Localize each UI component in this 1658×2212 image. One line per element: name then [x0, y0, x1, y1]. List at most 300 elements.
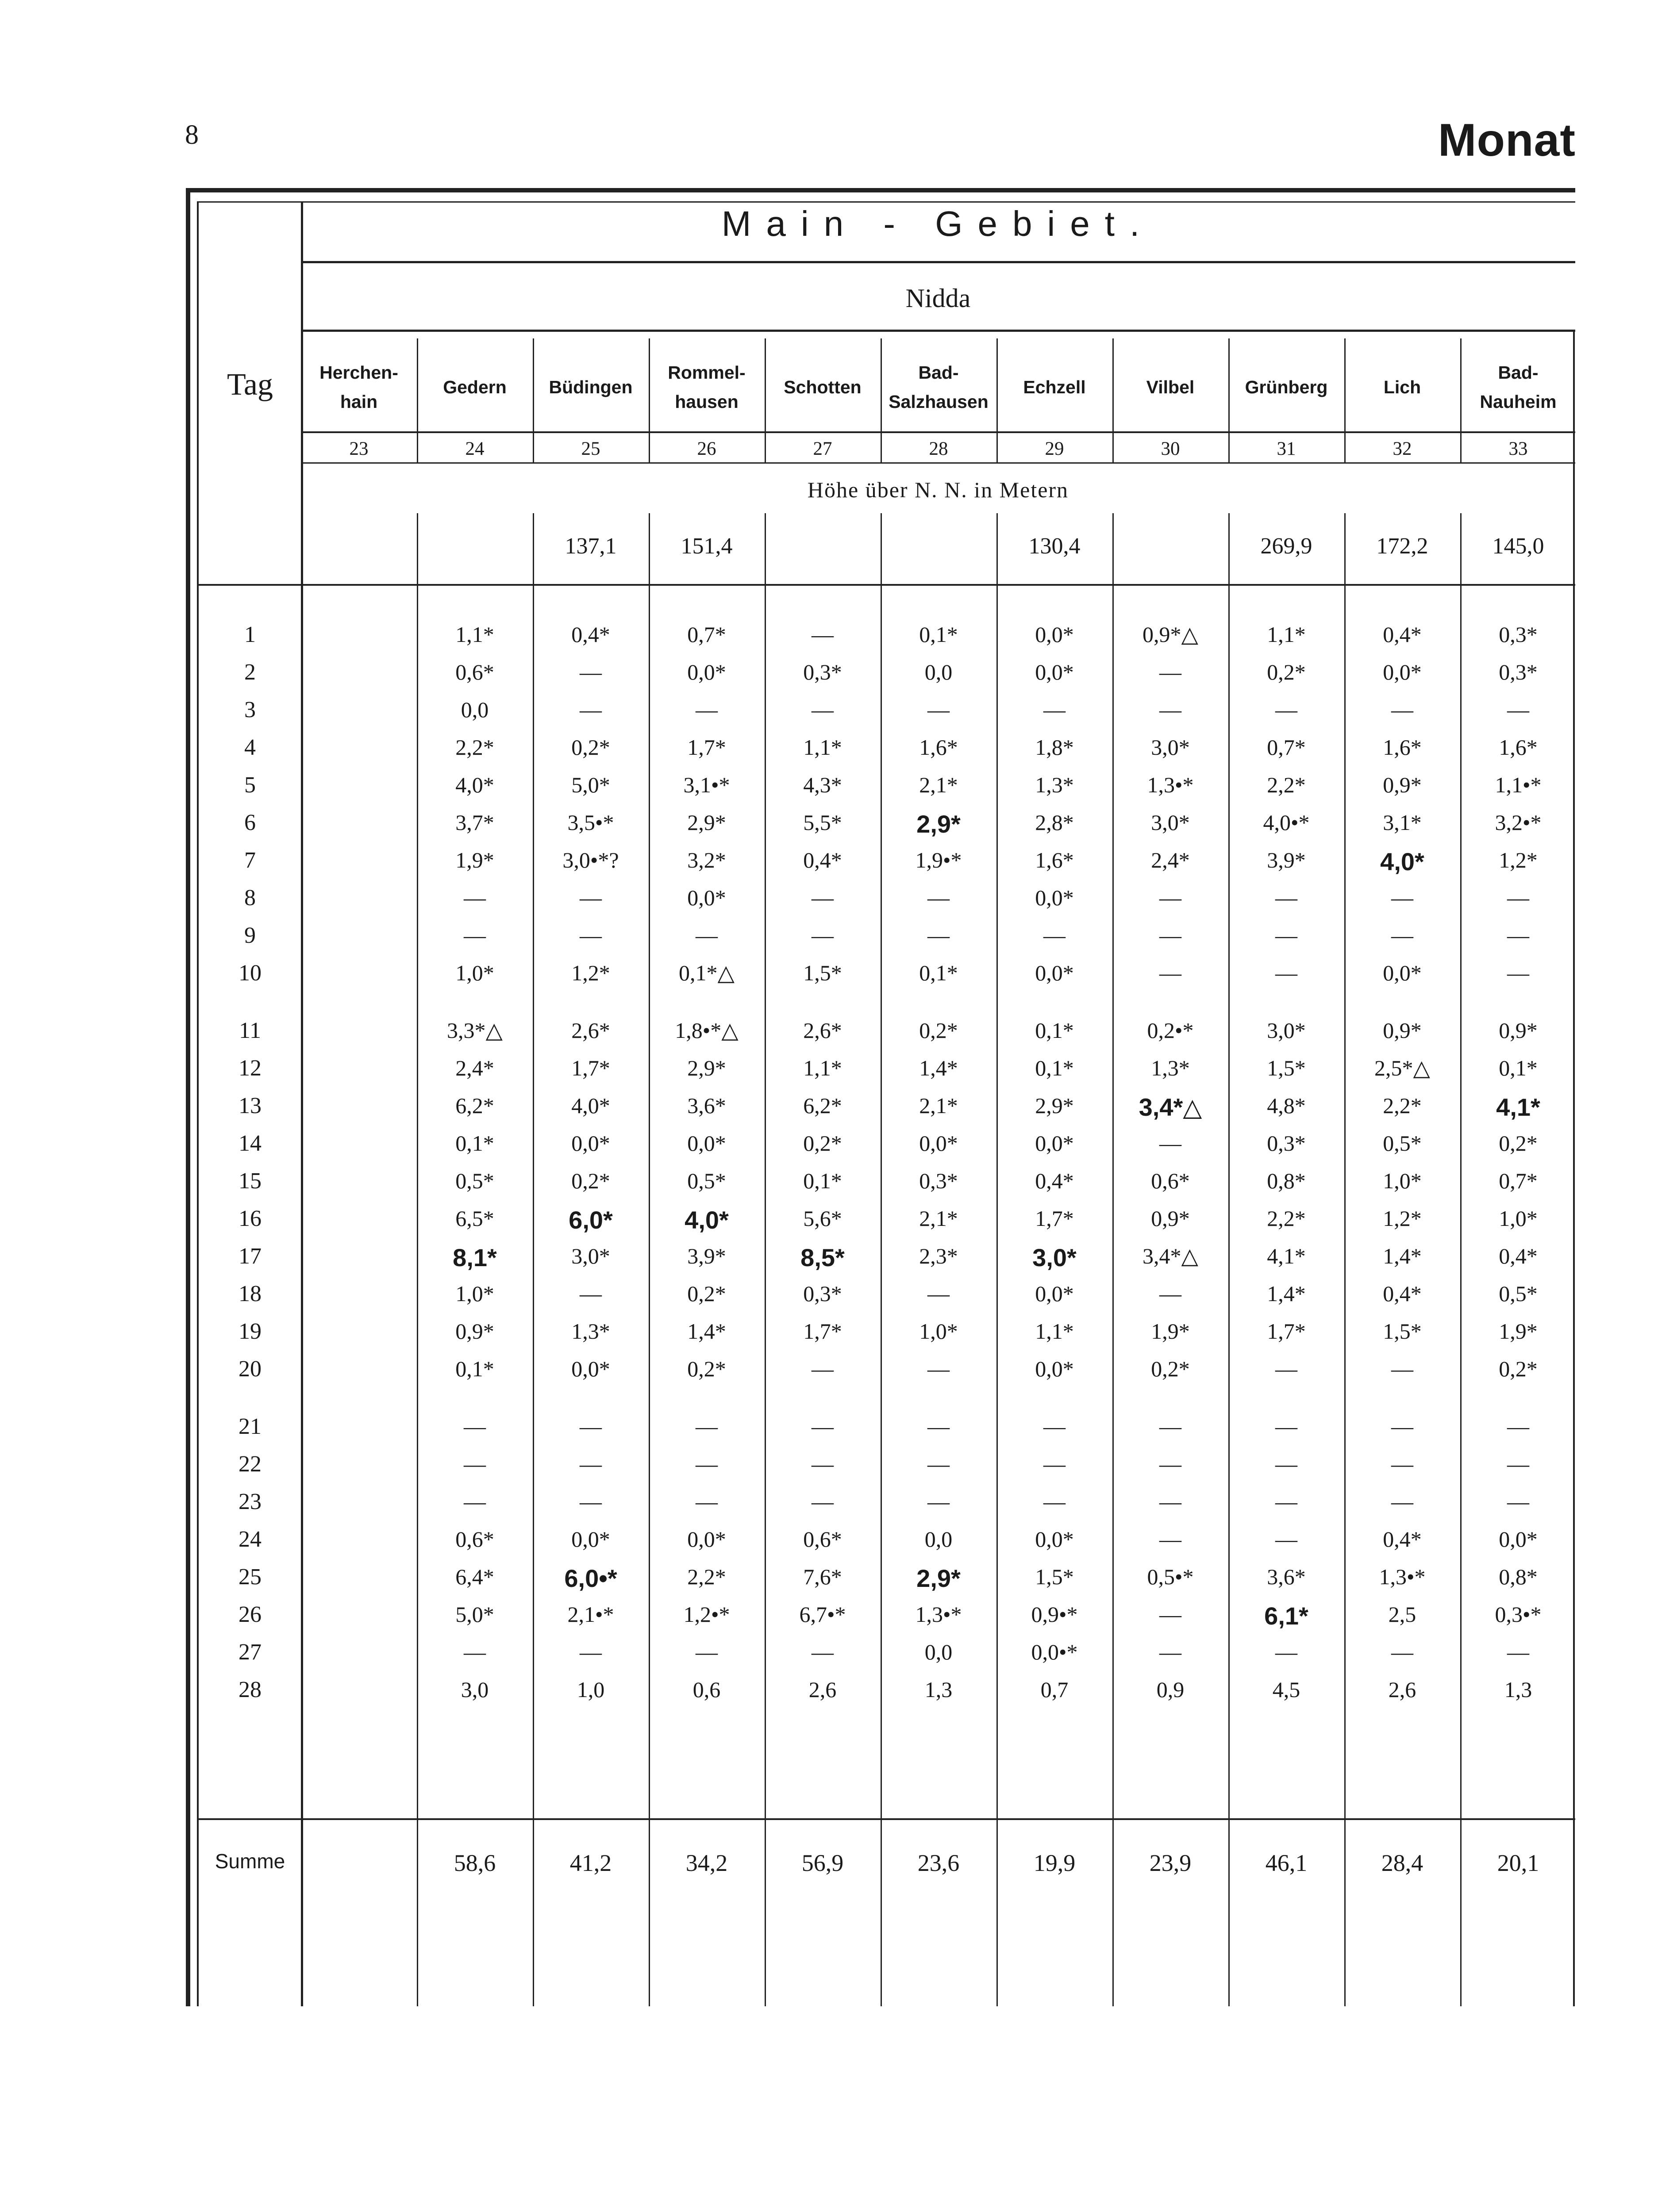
precipitation-cell: 0,7*	[1267, 735, 1306, 760]
precipitation-cell: 3,3*△	[447, 1018, 503, 1043]
precipitation-cell: 1,4*	[919, 1056, 958, 1080]
precipitation-cell: 1,5*	[803, 960, 842, 985]
day-label: 6	[244, 810, 256, 835]
precipitation-cell: —	[696, 923, 718, 948]
precipitation-cell: 2,2*	[1267, 772, 1306, 797]
precipitation-cell: 1,6*	[1035, 848, 1074, 872]
precipitation-cell: 0,2*	[571, 735, 610, 760]
precipitation-cell: 1,0*	[455, 960, 494, 985]
precipitation-cell: 1,7*	[803, 1319, 842, 1344]
precipitation-cell: 0,5*	[455, 1168, 494, 1193]
precipitation-cell: 1,2*	[1383, 1206, 1422, 1231]
precipitation-cell: 2,2*	[687, 1564, 726, 1589]
sum-cell: 46,1	[1265, 1850, 1308, 1876]
precipitation-cell: 4,1*	[1267, 1244, 1306, 1268]
precipitation-cell: —	[1275, 1640, 1297, 1664]
precipitation-cell: 2,9*	[687, 810, 726, 835]
day-label: 25	[239, 1564, 262, 1590]
precipitation-cell: —	[1391, 1356, 1413, 1381]
precipitation-cell: 0,0*	[1035, 1356, 1074, 1381]
precipitation-cell: —	[1275, 1452, 1297, 1476]
precipitation-cell: —	[1507, 697, 1529, 722]
precipitation-cell: 3,2*	[687, 848, 726, 872]
day-label: 8	[244, 885, 256, 910]
precipitation-cell: 2,6	[1388, 1677, 1416, 1702]
precipitation-cell: 2,6*	[803, 1018, 842, 1043]
precipitation-cell: 0,5*	[1383, 1131, 1422, 1156]
precipitation-cell: 8,5*	[800, 1244, 845, 1271]
precipitation-cell: 1,3•*	[915, 1602, 962, 1627]
precipitation-cell: 3,5•*	[567, 810, 614, 835]
precipitation-cell: —	[812, 622, 834, 647]
precipitation-cell: 0,2*	[1499, 1356, 1538, 1381]
precipitation-cell: 2,4*	[455, 1056, 494, 1080]
precipitation-cell: 3,0*	[1032, 1244, 1077, 1271]
station-name: Vilbel	[1146, 377, 1195, 397]
station-elevation: 172,2	[1376, 534, 1428, 559]
precipitation-cell: —	[1159, 1602, 1181, 1627]
day-column-header: Tag	[227, 368, 273, 402]
station-name: Rommel- hausen	[668, 362, 746, 412]
precipitation-cell: 3,1*	[1383, 810, 1422, 835]
precipitation-cell: 1,5*	[1267, 1056, 1306, 1080]
precipitation-cell: —	[1391, 923, 1413, 948]
precipitation-cell: 0,0*	[1383, 660, 1422, 684]
station-elevation: 269,9	[1260, 534, 1312, 559]
day-label: 18	[239, 1281, 262, 1306]
precipitation-cell: 4,5	[1272, 1677, 1300, 1702]
precipitation-cell: 1,7*	[571, 1056, 610, 1080]
precipitation-cell: —	[812, 1640, 834, 1664]
precipitation-cell: 4,8*	[1267, 1093, 1306, 1118]
precipitation-cell: 1,8*	[1035, 735, 1074, 760]
precipitation-cell: 0,0*	[687, 885, 726, 910]
precipitation-cell: —	[580, 1489, 602, 1514]
precipitation-cell: 0,9*	[1383, 772, 1422, 797]
station-name: Herchen- hain	[319, 362, 398, 412]
precipitation-cell: —	[812, 923, 834, 948]
precipitation-cell: —	[812, 1452, 834, 1476]
precipitation-cell: 0,2*	[571, 1168, 610, 1193]
day-label: 16	[239, 1206, 262, 1231]
precipitation-cell: 1,1*	[803, 1056, 842, 1080]
station-name: Gedern	[443, 377, 507, 397]
precipitation-cell: 1,3	[924, 1677, 953, 1702]
day-label: 7	[244, 848, 256, 873]
river-title: Nidda	[905, 284, 971, 313]
precipitation-cell: 2,9*	[916, 1564, 961, 1592]
station-elevation: 137,1	[565, 534, 617, 559]
precipitation-cell: 1,1*	[803, 735, 842, 760]
precipitation-cell: 0,0*	[1035, 885, 1074, 910]
precipitation-cell: 1,2*	[571, 960, 610, 985]
precipitation-cell: 0,2*	[803, 1131, 842, 1156]
station-name: Echzell	[1023, 377, 1086, 397]
precipitation-cell: 0,2•*	[1147, 1018, 1194, 1043]
station-elevation	[417, 533, 533, 564]
precipitation-cell: —	[1275, 923, 1297, 948]
precipitation-cell: —	[927, 1452, 950, 1476]
precipitation-cell: —	[1507, 923, 1529, 948]
day-label: 1	[244, 622, 256, 647]
precipitation-cell: 0,9*	[455, 1319, 494, 1344]
precipitation-cell: —	[1391, 1452, 1413, 1476]
precipitation-cell: 1,3*	[1035, 772, 1074, 797]
precipitation-cell: —	[1275, 1356, 1297, 1381]
precipitation-cell: —	[696, 1452, 718, 1476]
precipitation-cell: 1,0*	[1499, 1206, 1538, 1231]
station-number: 30	[1161, 438, 1180, 459]
day-label: 22	[239, 1452, 262, 1477]
precipitation-cell: 0,3*	[1499, 622, 1538, 647]
precipitation-cell: 2,1*	[919, 1093, 958, 1118]
precipitation-cell: —	[1043, 1489, 1066, 1514]
precipitation-cell: —	[464, 1640, 486, 1664]
precipitation-cell: 0,1*	[919, 622, 958, 647]
day-label: 4	[244, 735, 256, 760]
precipitation-cell: 0,3•*	[1495, 1602, 1542, 1627]
precipitation-cell: —	[580, 660, 602, 684]
precipitation-cell: 0,6*	[455, 660, 494, 684]
precipitation-cell: 8,1*	[453, 1244, 497, 1271]
station-number: 26	[697, 438, 716, 459]
precipitation-cell: —	[1159, 1640, 1181, 1664]
precipitation-cell: 3,4*△	[1143, 1244, 1198, 1268]
precipitation-cell: —	[696, 1414, 718, 1439]
precipitation-cell: 0,1*	[1035, 1018, 1074, 1043]
precipitation-cell: 2,9*	[1035, 1093, 1074, 1118]
precipitation-cell: 0,4*	[1035, 1168, 1074, 1193]
precipitation-cell: 1,1•*	[1495, 772, 1542, 797]
precipitation-cell: —	[1043, 923, 1066, 948]
precipitation-cell: 1,3•*	[1379, 1564, 1426, 1589]
precipitation-cell: —	[464, 885, 486, 910]
precipitation-cell: 0,3*	[1499, 660, 1538, 684]
precipitation-cell: 2,1*	[919, 1206, 958, 1231]
precipitation-cell: 0,5*	[1499, 1281, 1538, 1306]
precipitation-cell: 0,2*	[687, 1281, 726, 1306]
precipitation-cell: 1,3	[1504, 1677, 1532, 1702]
day-label: 5	[244, 772, 256, 798]
precipitation-cell: 3,0*	[1151, 735, 1190, 760]
precipitation-cell: —	[1043, 697, 1066, 722]
precipitation-cell: 0,1*△	[679, 960, 735, 985]
precipitation-cell: 0,9	[1156, 1677, 1185, 1702]
day-label: 2	[244, 660, 256, 685]
precipitation-cell: —	[580, 697, 602, 722]
day-label: 24	[239, 1527, 262, 1552]
station-number: 32	[1393, 438, 1412, 459]
precipitation-cell: 0,1*	[919, 960, 958, 985]
precipitation-cell: 6,5*	[455, 1206, 494, 1231]
precipitation-cell: —	[696, 1640, 718, 1664]
precipitation-cell: —	[1507, 1640, 1529, 1664]
precipitation-cell: 0,8*	[1267, 1168, 1306, 1193]
precipitation-cell: —	[1159, 697, 1181, 722]
sum-cell: 34,2	[685, 1850, 728, 1876]
precipitation-cell: 0,2*	[919, 1018, 958, 1043]
precipitation-cell: 6,4*	[455, 1564, 494, 1589]
precipitation-cell: 0,2*	[687, 1356, 726, 1381]
precipitation-cell: 0,0•*	[1031, 1640, 1078, 1664]
station-elevation: 151,4	[681, 534, 733, 559]
precipitation-cell: —	[812, 1489, 834, 1514]
precipitation-cell: 1,2•*	[683, 1602, 730, 1627]
precipitation-cell: 1,1*	[1035, 1319, 1074, 1344]
station-elevation: 145,0	[1492, 534, 1544, 559]
precipitation-cell: 0,9*	[1151, 1206, 1190, 1231]
day-label: 13	[239, 1093, 262, 1118]
precipitation-cell: 3,0*	[571, 1244, 610, 1268]
precipitation-cell: 4,0*	[571, 1093, 610, 1118]
precipitation-cell: —	[1507, 960, 1529, 985]
precipitation-cell: 0,0*	[1035, 622, 1074, 647]
region-title: Main - Gebiet.	[721, 204, 1155, 243]
precipitation-cell: 1,5*	[1383, 1319, 1422, 1344]
precipitation-cell: —	[1507, 1452, 1529, 1476]
precipitation-cell: —	[580, 885, 602, 910]
station-elevation	[301, 533, 417, 564]
precipitation-cell: 3,7*	[455, 810, 494, 835]
precipitation-cell: 0,6*	[803, 1527, 842, 1551]
nidda-rule	[303, 330, 1575, 332]
precipitation-cell: 2,9*	[687, 1056, 726, 1080]
precipitation-cell: 2,2*	[1267, 1206, 1306, 1231]
precipitation-cell: 2,6*	[571, 1018, 610, 1043]
precipitation-cell: 0,4*	[571, 622, 610, 647]
precipitation-cell: —	[812, 885, 834, 910]
station-elevation	[881, 533, 996, 564]
precipitation-cell: —	[1159, 1527, 1181, 1551]
precipitation-cell: 3,9*	[1267, 848, 1306, 872]
precipitation-cell: 1,3*	[571, 1319, 610, 1344]
precipitation-cell: 1,8•*△	[675, 1018, 739, 1043]
precipitation-cell: 0,9*	[1499, 1018, 1538, 1043]
precipitation-cell: 5,6*	[803, 1206, 842, 1231]
precipitation-cell: 0,0	[924, 660, 953, 684]
precipitation-cell: 4,3*	[803, 772, 842, 797]
precipitation-cell: —	[696, 1489, 718, 1514]
day-label: 3	[244, 697, 256, 722]
precipitation-cell: 0,1*	[803, 1168, 842, 1193]
day-label: 10	[239, 960, 262, 986]
precipitation-cell: 1,4*	[1383, 1244, 1422, 1268]
precipitation-cell: —	[927, 1414, 950, 1439]
sum-row-label: Summe	[215, 1850, 285, 1873]
precipitation-cell: 0,0	[924, 1640, 953, 1664]
precipitation-cell: 1,6*	[1383, 735, 1422, 760]
precipitation-cell: 0,3*	[1267, 1131, 1306, 1156]
precipitation-cell: 0,3*	[803, 660, 842, 684]
precipitation-cell: 6,2*	[803, 1093, 842, 1118]
precipitation-cell: —	[1391, 1640, 1413, 1664]
precipitation-cell: 0,0*	[1383, 960, 1422, 985]
precipitation-cell: 0,0*	[1035, 960, 1074, 985]
precipitation-cell: —	[696, 697, 718, 722]
precipitation-cell: 0,7	[1040, 1677, 1069, 1702]
precipitation-cell: —	[812, 697, 834, 722]
precipitation-cell: —	[464, 1452, 486, 1476]
day-label: 26	[239, 1602, 262, 1627]
precipitation-cell: —	[1391, 697, 1413, 722]
precipitation-cell: 3,1•*	[683, 772, 730, 797]
precipitation-cell: 0,0*	[1035, 1527, 1074, 1551]
precipitation-cell: —	[1275, 697, 1297, 722]
station-name: Grünberg	[1245, 377, 1328, 397]
precipitation-cell: 0,0*	[571, 1356, 610, 1381]
precipitation-cell: —	[1159, 1489, 1181, 1514]
day-label: 28	[239, 1677, 262, 1702]
precipitation-cell: 2,1*	[919, 772, 958, 797]
precipitation-cell: 3,6*	[687, 1093, 726, 1118]
precipitation-cell: 0,6*	[1151, 1168, 1190, 1193]
precipitation-cell: —	[1391, 1489, 1413, 1514]
precipitation-cell: —	[1275, 1489, 1297, 1514]
station-number: 25	[581, 438, 600, 459]
precipitation-cell: —	[812, 1356, 834, 1381]
station-elevation: 130,4	[1028, 534, 1081, 559]
precipitation-cell: —	[927, 697, 950, 722]
precipitation-cell: 1,9*	[455, 848, 494, 872]
page-header-month: Monat	[1438, 115, 1576, 166]
precipitation-cell: 2,8*	[1035, 810, 1074, 835]
day-label: 20	[239, 1356, 262, 1382]
precipitation-cell: 6,0•*	[564, 1564, 617, 1592]
precipitation-cell: 0,0*	[1035, 1131, 1074, 1156]
precipitation-cell: 1,6*	[919, 735, 958, 760]
precipitation-cell: 0,0	[461, 697, 489, 722]
precipitation-cell: 3,0	[461, 1677, 489, 1702]
station-number: 33	[1508, 438, 1528, 459]
elevation-header: Höhe über N. N. in Metern	[807, 477, 1069, 502]
precipitation-cell: —	[1159, 885, 1181, 910]
precipitation-cell: 0,0*	[1499, 1527, 1538, 1551]
precipitation-cell: —	[580, 1281, 602, 1306]
precipitation-cell: 1,0*	[1383, 1168, 1422, 1193]
day-label: 11	[239, 1018, 262, 1043]
sum-cell: 41,2	[569, 1850, 612, 1876]
precipitation-cell: 0,4*	[1383, 622, 1422, 647]
precipitation-cell: 0,2*	[1499, 1131, 1538, 1156]
precipitation-cell: 0,5*	[687, 1168, 726, 1193]
page-number: 8	[185, 120, 199, 150]
station-name: Büdingen	[549, 377, 633, 397]
precipitation-cell: —	[464, 1414, 486, 1439]
precipitation-cell: 2,6	[808, 1677, 837, 1702]
precipitation-cell: 1,4*	[1267, 1281, 1306, 1306]
precipitation-cell: —	[1507, 885, 1529, 910]
precipitation-cell: 6,1*	[1264, 1602, 1308, 1630]
table-top-rule	[186, 188, 1575, 192]
station-number: 27	[813, 438, 832, 459]
precipitation-cell: —	[1159, 960, 1181, 985]
precipitation-cell: 0,7*	[687, 622, 726, 647]
precipitation-cell: 7,6*	[803, 1564, 842, 1589]
precipitation-cell: 2,5*△	[1374, 1056, 1430, 1080]
precipitation-cell: 4,0*	[1380, 848, 1424, 876]
station-elevation	[1112, 533, 1228, 564]
precipitation-cell: —	[927, 885, 950, 910]
precipitation-cell: 4,1*	[1496, 1093, 1540, 1121]
precipitation-cell: —	[1159, 660, 1181, 684]
precipitation-cell: 0,3*	[803, 1281, 842, 1306]
precipitation-cell: 0,7*	[1499, 1168, 1538, 1193]
station-name: Schotten	[784, 377, 862, 397]
precipitation-cell: 3,2•*	[1495, 810, 1542, 835]
precipitation-cell: 5,0*	[571, 772, 610, 797]
header-bottom-rule	[197, 584, 1575, 586]
precipitation-cell: 0,3*	[919, 1168, 958, 1193]
precipitation-cell: —	[1275, 960, 1297, 985]
precipitation-cell: —	[580, 1452, 602, 1476]
precipitation-cell: 6,2*	[455, 1093, 494, 1118]
precipitation-cell: 0,0*	[1035, 660, 1074, 684]
precipitation-cell: 0,0*	[687, 1131, 726, 1156]
precipitation-cell: 1,7*	[1035, 1206, 1074, 1231]
precipitation-cell: 1,1*	[1267, 622, 1306, 647]
precipitation-cell: 0,0*	[687, 1527, 726, 1551]
precipitation-cell: 0,9*	[1383, 1018, 1422, 1043]
precipitation-cell: 1,3*	[1151, 1056, 1190, 1080]
precipitation-cell: 3,6*	[1267, 1564, 1306, 1589]
precipitation-cell: 0,4*	[1499, 1244, 1538, 1268]
precipitation-cell: 4,0*	[455, 772, 494, 797]
precipitation-cell: 0,0	[924, 1527, 953, 1551]
precipitation-cell: —	[1159, 1281, 1181, 1306]
precipitation-cell: 1,6*	[1499, 735, 1538, 760]
station-name: Bad- Nauheim	[1480, 362, 1557, 412]
precipitation-cell: 1,5*	[1035, 1564, 1074, 1589]
precipitation-cell: 1,7*	[1267, 1319, 1306, 1344]
day-label: 27	[239, 1640, 262, 1665]
precipitation-cell: 4,0*	[685, 1206, 729, 1234]
day-label: 23	[239, 1489, 262, 1514]
precipitation-cell: 2,4*	[1151, 848, 1190, 872]
station-number: 31	[1277, 438, 1296, 459]
precipitation-cell: 2,9*	[916, 810, 961, 838]
precipitation-cell: —	[1507, 1489, 1529, 1514]
table-top-rule-thin	[197, 201, 1575, 203]
precipitation-cell: 0,8*	[1499, 1564, 1538, 1589]
precipitation-cell: 2,2*	[1383, 1093, 1422, 1118]
sum-cell: 56,9	[801, 1850, 844, 1876]
precipitation-cell: 0,6	[692, 1677, 721, 1702]
precipitation-cell: 1,0*	[455, 1281, 494, 1306]
precipitation-cell: 0,4*	[803, 848, 842, 872]
precipitation-cell: —	[1159, 1131, 1181, 1156]
station-name: Bad- Salzhausen	[889, 362, 989, 412]
precipitation-cell: —	[580, 923, 602, 948]
precipitation-cell: —	[464, 923, 486, 948]
day-label: 17	[239, 1244, 262, 1269]
precipitation-cell: 3,4*△	[1139, 1093, 1202, 1121]
precipitation-cell: 0,2*	[1267, 660, 1306, 684]
title-rule	[303, 261, 1575, 263]
precipitation-cell: 0,9*△	[1143, 622, 1198, 647]
station-number: 23	[349, 438, 369, 459]
precipitation-cell: 6,0*	[569, 1206, 613, 1234]
precipitation-cell: —	[1159, 923, 1181, 948]
precipitation-cell: 1,0*	[919, 1319, 958, 1344]
day-label: 14	[239, 1131, 262, 1156]
precipitation-cell: 3,9*	[687, 1244, 726, 1268]
day-label: 15	[239, 1168, 262, 1194]
station-number: 24	[465, 438, 485, 459]
day-label: 9	[244, 923, 256, 948]
precipitation-cell: —	[1391, 885, 1413, 910]
precipitation-cell: 2,1•*	[567, 1602, 614, 1627]
precipitation-cell: —	[927, 923, 950, 948]
